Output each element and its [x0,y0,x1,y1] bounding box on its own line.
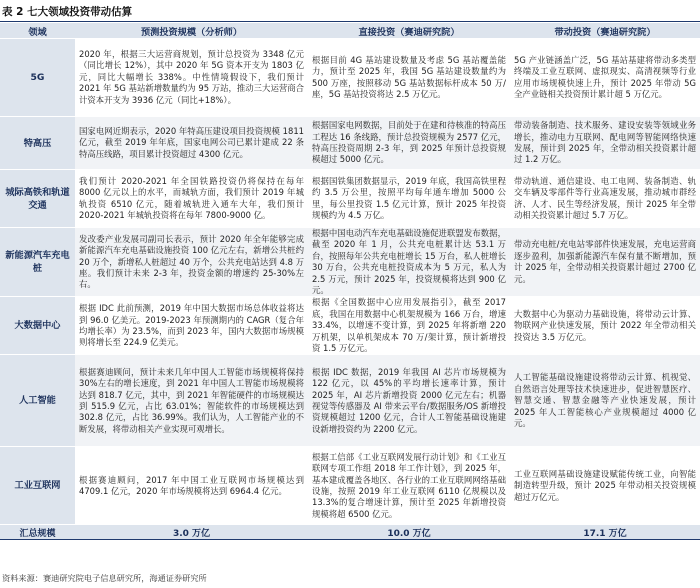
field-cell: 城际高铁和轨道交通 [0,170,75,228]
investment-table [0,23,700,540]
forecast-cell: 我们预计 2020-2021 年全国铁路投资仍将保持在每年 8000 亿元以上的水平，而城轨方面，我们预计 2019 年城轨投资 6510 亿元，随着城轨进入通车大年，我们预计 2020-2021 年城轨投资将在每年 7800-9000 亿。 [75,170,308,228]
field-cell: 工业互联网 [0,447,75,525]
total-forecast: 3.0 万亿 [75,525,308,540]
source-note: 资料来源：赛迪研究院电子信息研究所，海通证券研究所 [2,573,207,583]
direct-cell: 根据国家电网数据，目前处于在建和待核准的特高压工程达 16 条线路，预计总投资规模为 2577 亿元，特高压投资周期 2-3 年，到 2025 年预计总投资规模超过 5000 亿元。 [308,117,510,170]
driven-cell: 大数据中心为驱动力基础设施，将带动云计算、物联网产业快速发展，预计 2022 年全带动相关投资达 3.5 万亿元。 [510,297,700,355]
driven-cell: 人工智能基础设施建设将带动云计算、机视觉、自然语言处理等技术快速进步，促进智慧医疗、智慧交通、智慧金融等产业快速发展，预计 2025 年人工智能核心产业规模超过 4000 亿元。 [510,355,700,447]
total-direct: 10.0 万亿 [308,525,510,540]
field-cell: 新能源汽车充电桩 [0,228,75,297]
table-row [0,297,700,355]
direct-cell: 根据目前 4G 基站建设数量及考虑 5G 基站覆盖能力，预计至 2025 年，我国 5G 基站建设数量约为 500 万座，按照移动 5G 基站数据标杆成本 50 万/座，5G 基站投资将达 2.5 万亿元。 [308,39,510,117]
forecast-cell: 发改委产业发展司副司长表示，预计 2020 年全年能够完成新能源汽车充电基础设施投资 100 亿元左右，新增公共桩约 20 万个，新增私人桩超过 40 万个，公共充电站达到 4.8 万座。我们预计未来 2-3 年，投资金额的增速约 25-30%左右。 [75,228,308,297]
driven-cell: 工业互联网基础设施建设赋能传统工业，向智能制造转型升级，预计 2025 年带动相关投资规模超过万亿元。 [510,447,700,525]
driven-cell: 带动充电桩/充电站零部件快速发展，充电运营商逐步盈利，加强新能源汽车保有量不断增加，预计 2025 年，全带动相关投资累计超过 2700 亿元。 [510,228,700,297]
forecast-cell: 国家电网近期表示，2020 年特高压建设项目投资规模 1811 亿元，截至 2019 年年底，国家电网公司已累计建成 22 条特高压线路，项目累计投资超过 4300 亿元。 [75,117,308,170]
field-cell: 大数据中心 [0,297,75,355]
field-cell: 特高压 [0,117,75,170]
forecast-cell: 2020 年，根据三大运营商规划，预计总投资为 3348 亿元（同比增长 12%），其中 2020 年 5G 资本开支为 1803 亿元，同比大幅增长 338%。中性情境假设下，我们预计 2021 年 5G 基站新增数量约为 95 万站，推动三大运营商合计资本开支为 3936 亿元（同比+18%）。 [75,39,308,117]
header-driven: 带动投资（赛迪研究院） [510,23,700,39]
driven-cell: 带动轨道、通信建设、电工电网、装备制造、轨交车辆及零部件等行业高速发展，推动城市群经济、人才、民生等经济发展，预计 2025 年全带动相关投资累计超过 5.7 万亿。 [510,170,700,228]
header-forecast: 预测投资规模（分析师） [75,23,308,39]
table-row [0,117,700,170]
direct-cell: 根据中国电动汽车充电基础设施促进联盟发布数据，截至 2020 年 1 月，公共充电桩累计达 53.1 万台，按照每年公共充电桩增长 15 万台，私人桩增长 30 万台，公共充电桩投资成本为 5 万元，私人为 2.5 万元，预计 2025 年，投资规模将达到 900 亿元。 [308,228,510,297]
title-divider [0,21,700,22]
header-field: 领域 [0,23,75,39]
total-label: 汇总规模 [0,525,75,540]
total-driven: 17.1 万亿 [510,525,700,540]
driven-cell: 带动装备制造、技术服务、建设安装等领域业务增长，推动电力互联网、配电网等智能网络快速发展，预计到 2025 年，全带动相关投资累计超过 1.2 万亿。 [510,117,700,170]
table-header-row [0,23,700,39]
direct-cell: 根据《全国数据中心应用发展指引》，截至 2017 底，我国在用数据中心机架规模为 166 万台，增速 33.4%，以增速不变计算，到 2025 年将新增 220 万机架，以单机架成本 70 万/架计算，预计新增投资 1.5 万亿元。 [308,297,510,355]
table-row [0,447,700,525]
table-title: 表 2 七大领域投资带动估算 [2,6,133,18]
forecast-cell: 根据赛迪顾问，2017 年中国工业互联网市场规模达到 4709.1 亿元，2020 年市场规模将达到 6964.4 亿元。 [75,447,308,525]
table-row [0,228,700,297]
direct-cell: 根据国铁集团数据显示，2019 年底，我国高铁里程约 3.5 万公里，按照平均每年通车增加 5000 公里，每公里投资 1.5 亿元计算，预计 2025 年投资规模约为 4.5 万亿。 [308,170,510,228]
table-row [0,355,700,447]
driven-cell: 5G 产业链涵盖广泛，5G 基站基建将带动多类型终端及工业互联网、虚拟现实、高清视频等行业应用市场规模快速上升，预计 2025 年带动 5G 全产业链相关投资预计累计超 5 万亿元。 [510,39,700,117]
direct-cell: 根据 IDC 数据，2019 年我国 AI 芯片市场规模为 122 亿元，以 45%的平均增长速率计算，预计 2025 年，AI 芯片新增投资 2000 亿元左右；机器视觉等传感器及 AI 带来云平台/数据服务/OS 新增投资规模超过 1200 亿元，合计人工智能基础设施建设新增投资约为 2200 亿元。 [308,355,510,447]
forecast-cell: 根据 IDC 此前预测，2019 年中国大数据市场总体收益将达到 96.0 亿美元。2019-2023 年预测期内的 CAGR（复合年均增长率）为 23.5%，而到 2023 年，国内大数据市场规模则将增长至 224.9 亿美元。 [75,297,308,355]
table-row [0,39,700,117]
total-row [0,525,700,540]
table-row [0,170,700,228]
direct-cell: 根据工信部《工业互联网发展行动计划》和《工业互联网专项工作组 2018 年工作计划》，到 2025 年，基本建成覆盖各地区、各行业的工业互联网网络基础设施，按照 2019 年工业互联网 6110 亿规模以及 13.3%的复合增速计算，预计至 2025 年新增投资规模将超 6500 亿元。 [308,447,510,525]
field-cell: 人工智能 [0,355,75,447]
forecast-cell: 根据赛迪顾问，预计未来几年中国人工智能市场规模将保持 30%左右的增长速度，到 2021 年中国人工智能市场规模将达到 818.7 亿元，其中，到 2021 年智能硬件的市场规模达到 515.9 亿元，占比 63.01%；智能软件的市场规模达到 302.8 亿元，占比 36.99%。我们认为，人工智能产业的不断发展，将带动相关产业实现可观增长。 [75,355,308,447]
field-cell: 5G [0,39,75,117]
header-direct: 直接投资（赛迪研究院） [308,23,510,39]
